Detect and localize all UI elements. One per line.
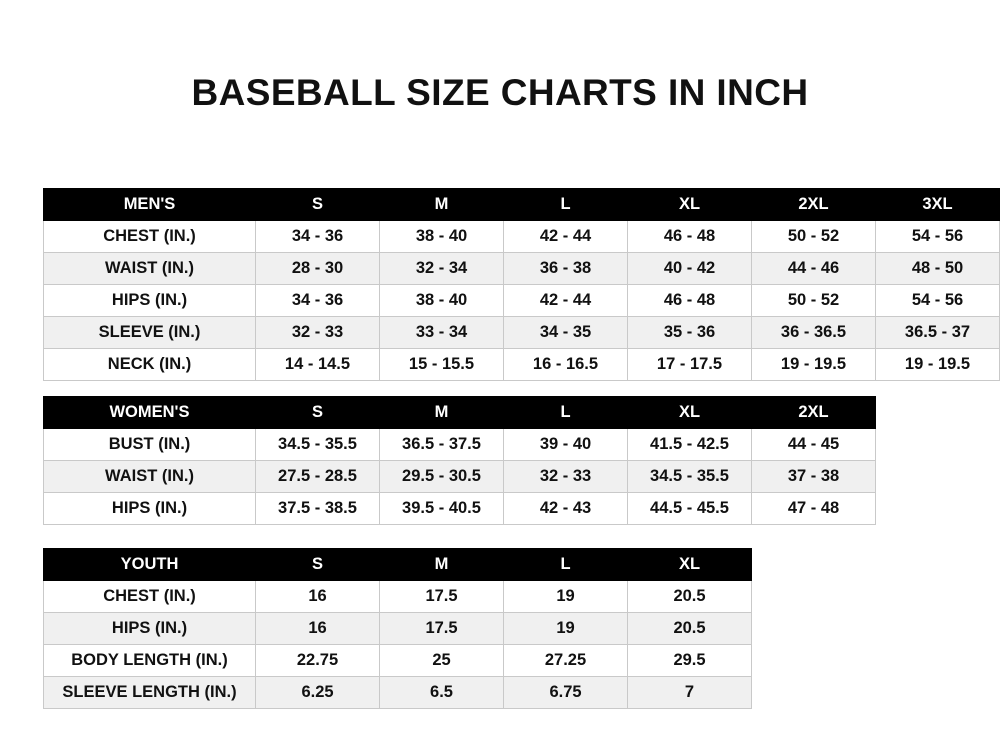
table-cell: 34.5 - 35.5 — [256, 429, 380, 461]
table-cell: 17.5 — [380, 581, 504, 613]
column-header: 3XL — [876, 189, 1000, 221]
table-cell: 50 - 52 — [752, 221, 876, 253]
table-cell: 46 - 48 — [628, 221, 752, 253]
column-header: M — [380, 189, 504, 221]
table-header-row — [44, 397, 876, 429]
table-cell: 37 - 38 — [752, 461, 876, 493]
table-cell: 17.5 — [380, 613, 504, 645]
table-cell: 36.5 - 37.5 — [380, 429, 504, 461]
column-header: WOMEN'S — [44, 397, 256, 429]
mens-size-table-container — [43, 188, 1000, 381]
row-label: SLEEVE (IN.) — [44, 317, 256, 349]
table-cell: 48 - 50 — [876, 253, 1000, 285]
table-cell: 20.5 — [628, 581, 752, 613]
table-cell: 16 - 16.5 — [504, 349, 628, 381]
table-cell: 22.75 — [256, 645, 380, 677]
table-row — [44, 285, 1000, 317]
table-cell: 46 - 48 — [628, 285, 752, 317]
table-row — [44, 253, 1000, 285]
table-cell: 16 — [256, 613, 380, 645]
mens-size-table — [43, 188, 1000, 381]
table-cell: 47 - 48 — [752, 493, 876, 525]
womens-size-table — [43, 396, 876, 525]
table-cell: 27.25 — [504, 645, 628, 677]
column-header: S — [256, 189, 380, 221]
table-cell: 6.5 — [380, 677, 504, 709]
row-label: NECK (IN.) — [44, 349, 256, 381]
row-label: CHEST (IN.) — [44, 581, 256, 613]
table-cell: 19 - 19.5 — [752, 349, 876, 381]
table-cell: 42 - 44 — [504, 221, 628, 253]
table-row — [44, 613, 752, 645]
table-cell: 15 - 15.5 — [380, 349, 504, 381]
column-header: YOUTH — [44, 549, 256, 581]
column-header: MEN'S — [44, 189, 256, 221]
table-cell: 44 - 46 — [752, 253, 876, 285]
column-header: XL — [628, 397, 752, 429]
table-cell: 6.75 — [504, 677, 628, 709]
table-cell: 36 - 36.5 — [752, 317, 876, 349]
column-header: M — [380, 397, 504, 429]
table-row — [44, 349, 1000, 381]
table-cell: 33 - 34 — [380, 317, 504, 349]
table-row — [44, 677, 752, 709]
table-cell: 34.5 - 35.5 — [628, 461, 752, 493]
table-cell: 40 - 42 — [628, 253, 752, 285]
column-header: M — [380, 549, 504, 581]
table-cell: 50 - 52 — [752, 285, 876, 317]
row-label: WAIST (IN.) — [44, 461, 256, 493]
table-cell: 34 - 35 — [504, 317, 628, 349]
table-cell: 14 - 14.5 — [256, 349, 380, 381]
table-cell: 20.5 — [628, 613, 752, 645]
table-cell: 42 - 43 — [504, 493, 628, 525]
table-cell: 36.5 - 37 — [876, 317, 1000, 349]
table-cell: 28 - 30 — [256, 253, 380, 285]
table-cell: 32 - 33 — [504, 461, 628, 493]
table-cell: 54 - 56 — [876, 221, 1000, 253]
table-cell: 44.5 - 45.5 — [628, 493, 752, 525]
table-cell: 27.5 - 28.5 — [256, 461, 380, 493]
table-row — [44, 429, 876, 461]
youth-size-table — [43, 548, 752, 709]
row-label: HIPS (IN.) — [44, 493, 256, 525]
table-cell: 7 — [628, 677, 752, 709]
womens-table-body — [44, 429, 876, 525]
table-cell: 38 - 40 — [380, 285, 504, 317]
row-label: CHEST (IN.) — [44, 221, 256, 253]
column-header: XL — [628, 189, 752, 221]
column-header: S — [256, 397, 380, 429]
table-row — [44, 581, 752, 613]
table-row — [44, 461, 876, 493]
table-cell: 25 — [380, 645, 504, 677]
column-header: L — [504, 549, 628, 581]
table-row — [44, 645, 752, 677]
table-cell: 44 - 45 — [752, 429, 876, 461]
youth-table-header — [44, 549, 752, 581]
youth-table-body — [44, 581, 752, 709]
table-cell: 17 - 17.5 — [628, 349, 752, 381]
table-cell: 29.5 - 30.5 — [380, 461, 504, 493]
table-cell: 38 - 40 — [380, 221, 504, 253]
table-cell: 29.5 — [628, 645, 752, 677]
table-cell: 37.5 - 38.5 — [256, 493, 380, 525]
table-row — [44, 221, 1000, 253]
column-header: XL — [628, 549, 752, 581]
table-cell: 32 - 34 — [380, 253, 504, 285]
womens-table-header — [44, 397, 876, 429]
mens-table-body — [44, 221, 1000, 381]
column-header: S — [256, 549, 380, 581]
table-cell: 39.5 - 40.5 — [380, 493, 504, 525]
table-cell: 54 - 56 — [876, 285, 1000, 317]
table-row — [44, 317, 1000, 349]
table-cell: 19 — [504, 613, 628, 645]
table-cell: 42 - 44 — [504, 285, 628, 317]
column-header: L — [504, 189, 628, 221]
table-cell: 32 - 33 — [256, 317, 380, 349]
table-cell: 16 — [256, 581, 380, 613]
row-label: WAIST (IN.) — [44, 253, 256, 285]
row-label: HIPS (IN.) — [44, 613, 256, 645]
row-label: BODY LENGTH (IN.) — [44, 645, 256, 677]
page-title: BASEBALL SIZE CHARTS IN INCH — [191, 72, 809, 113]
column-header: 2XL — [752, 397, 876, 429]
table-cell: 39 - 40 — [504, 429, 628, 461]
row-label: BUST (IN.) — [44, 429, 256, 461]
womens-size-table-container — [43, 396, 876, 525]
table-cell: 34 - 36 — [256, 285, 380, 317]
row-label: SLEEVE LENGTH (IN.) — [44, 677, 256, 709]
table-cell: 6.25 — [256, 677, 380, 709]
table-row — [44, 493, 876, 525]
column-header: 2XL — [752, 189, 876, 221]
youth-size-table-container — [43, 548, 752, 709]
table-cell: 35 - 36 — [628, 317, 752, 349]
row-label: HIPS (IN.) — [44, 285, 256, 317]
mens-table-header — [44, 189, 1000, 221]
table-cell: 41.5 - 42.5 — [628, 429, 752, 461]
table-cell: 34 - 36 — [256, 221, 380, 253]
table-cell: 19 - 19.5 — [876, 349, 1000, 381]
table-header-row — [44, 189, 1000, 221]
table-header-row — [44, 549, 752, 581]
column-header: L — [504, 397, 628, 429]
table-cell: 19 — [504, 581, 628, 613]
table-cell: 36 - 38 — [504, 253, 628, 285]
